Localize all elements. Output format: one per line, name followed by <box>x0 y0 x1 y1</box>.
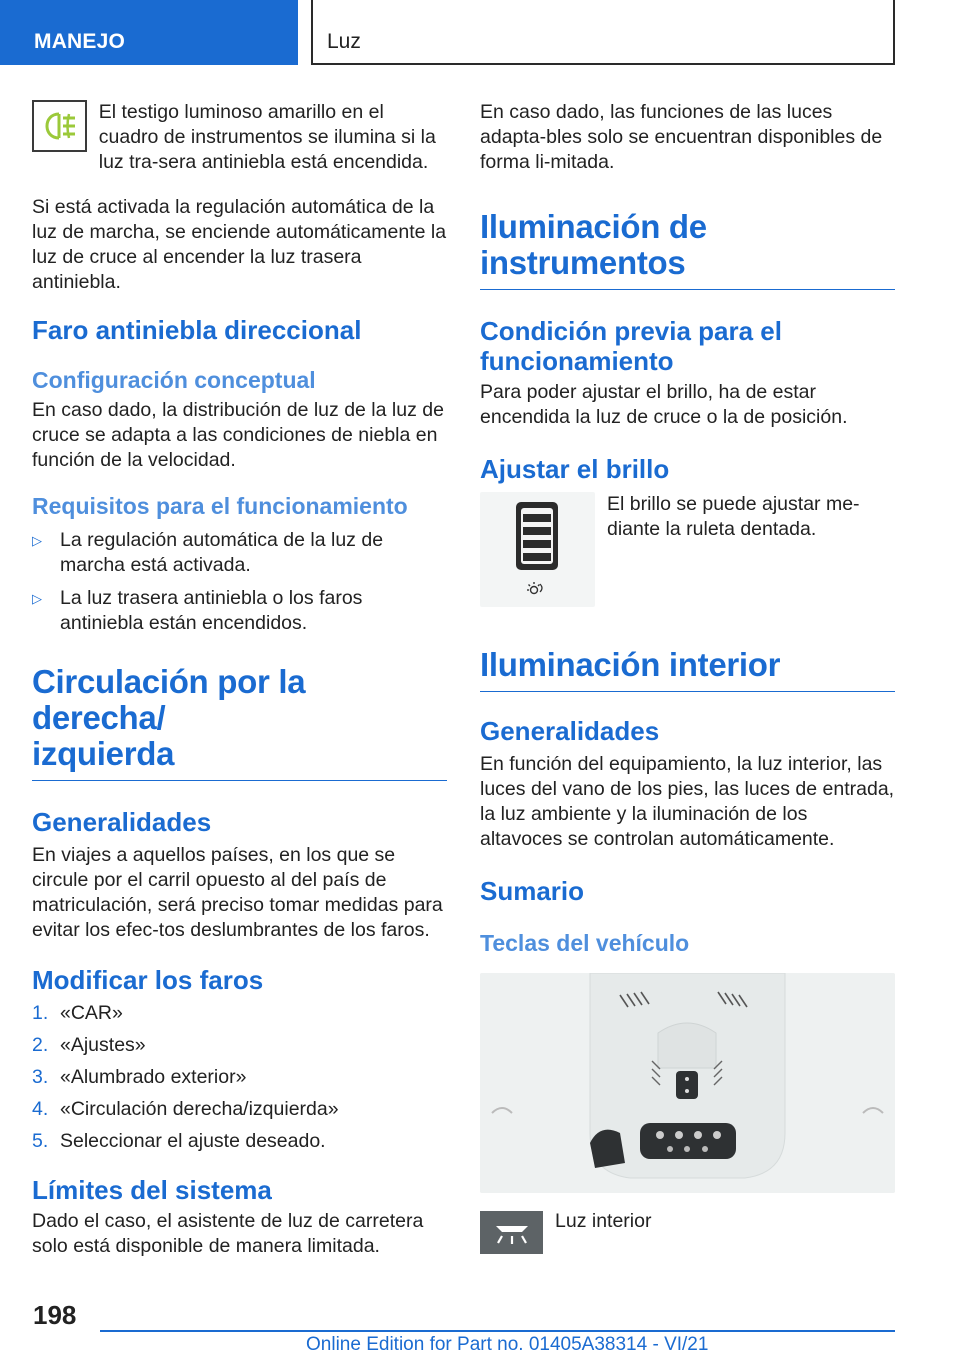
brightness-wheel-image <box>480 492 595 607</box>
heading-instrument-lighting <box>480 209 895 290</box>
step-text: «Circulación derecha/izquierda» <box>60 1098 339 1120</box>
heading-summary: Sumario <box>480 876 585 906</box>
triangle-bullet-icon: ▷ <box>32 533 42 548</box>
heading-fog-directional: Faro antiniebla direccional <box>32 315 362 345</box>
step-text: «Ajustes» <box>60 1034 146 1056</box>
heading-precondition-line1: Condición previa para el <box>480 316 782 346</box>
list-item <box>32 586 447 636</box>
page-number: 198 <box>33 1300 77 1330</box>
header-chapter-box <box>311 0 895 65</box>
interior-light-caption <box>480 1211 895 1254</box>
brightness-text: El brillo se puede ajustar me-diante la ruleta dentada. <box>607 493 860 540</box>
heading-vehicle-buttons: Teclas del vehículo <box>480 930 690 956</box>
interior-text: En función del equipamiento, la luz interior, las luces del vano de los pies, las luces de entrada, la luz ambiente y la iluminación de los altavoces se controlan automáticamente. <box>480 753 895 850</box>
bullet-text: La regulación automática de la luz de marcha está activada. <box>60 529 384 576</box>
footer-edition: Online Edition for Part no. 01405A38314 - VI/21 <box>306 1334 709 1355</box>
list-item <box>32 1097 447 1129</box>
step-text: «Alumbrado exterior» <box>60 1066 247 1088</box>
list-item <box>32 528 447 578</box>
heading-modify-headlights: Modificar los faros <box>32 965 264 995</box>
heading-general-right: Generalidades <box>480 716 660 746</box>
heading-traffic-side-line2: izquierda <box>32 735 175 772</box>
overhead-console-image <box>480 973 895 1193</box>
list-item <box>32 1065 447 1097</box>
step-number: 2. <box>32 1034 49 1056</box>
precondition-text: Para poder ajustar el brillo, ha de estar encendida la luz de cruce o la de posición. <box>480 381 848 428</box>
warning-light-note <box>32 100 447 175</box>
heading-system-limits: Límites del sistema <box>32 1175 272 1205</box>
step-number: 1. <box>32 1002 49 1024</box>
step-number: 5. <box>32 1130 49 1152</box>
interior-light-icon <box>480 1211 543 1254</box>
bullet-text: La luz trasera antiniebla o los faros antiniebla están encendidos. <box>60 587 363 634</box>
step-text: «CAR» <box>60 1002 123 1024</box>
concept-text: En caso dado, la distribución de luz de la luz de cruce se adapta a las condiciones de niebla en función de la velocidad. <box>32 399 444 471</box>
triangle-bullet-icon: ▷ <box>32 591 42 606</box>
adaptive-lights-text: En caso dado, las funciones de las luces adapta-bles solo se encuentran disponibles de forma li-mitada. <box>480 101 883 173</box>
warning-light-text: El testigo luminoso amarillo en el cuadro de instrumentos se ilumina si la luz tra-sera antiniebla está encendida. <box>98 101 436 173</box>
steps-list <box>32 1001 447 1161</box>
step-text: Seleccionar el ajuste deseado. <box>60 1130 326 1152</box>
brightness-block <box>480 492 895 607</box>
heading-precondition <box>480 316 895 376</box>
list-item <box>32 1001 447 1033</box>
rear-fog-light-icon <box>32 100 87 152</box>
left-column <box>32 100 447 1259</box>
heading-traffic-side <box>32 664 447 781</box>
heading-instrument-line1: Iluminación de <box>480 208 707 245</box>
auto-light-text: Si está activada la regulación automática de la luz de marcha, se enciende automáticamente la luz de cruce al encender la luz trasera antiniebla. <box>32 196 447 293</box>
heading-general-left: Generalidades <box>32 807 212 837</box>
thumbwheel-icon <box>480 492 595 607</box>
limits-text: Dado el caso, el asistente de luz de carretera solo está disponible de manera limitada. <box>32 1210 424 1257</box>
overhead-console-illustration <box>480 973 895 1193</box>
step-number: 4. <box>32 1098 49 1120</box>
heading-requirements: Requisitos para el funcionamiento <box>32 493 408 519</box>
heading-concept: Configuración conceptual <box>32 367 316 393</box>
interior-light-label: Luz interior <box>555 1210 652 1232</box>
heading-instrument-line2: instrumentos <box>480 244 686 281</box>
heading-traffic-side-line1: Circulación por la derecha/ <box>32 663 306 736</box>
list-item <box>32 1033 447 1065</box>
heading-interior-lighting: Iluminación interior <box>480 647 895 692</box>
header-chapter-label: Luz <box>327 30 361 53</box>
right-column <box>480 100 895 1254</box>
list-item <box>32 1129 447 1161</box>
heading-precondition-line2: funcionamiento <box>480 346 674 376</box>
footer-divider <box>100 1330 895 1332</box>
heading-adjust-brightness: Ajustar el brillo <box>480 454 670 484</box>
header-section-tab <box>0 0 298 65</box>
step-number: 3. <box>32 1066 49 1088</box>
general-text-left: En viajes a aquellos países, en los que se circule por el carril opuesto al del país de matriculación, será preciso tomar medidas para evitar los efec-tos deslumbrantes de los faros. <box>32 844 443 941</box>
header-section-label: MANEJO <box>34 30 126 53</box>
